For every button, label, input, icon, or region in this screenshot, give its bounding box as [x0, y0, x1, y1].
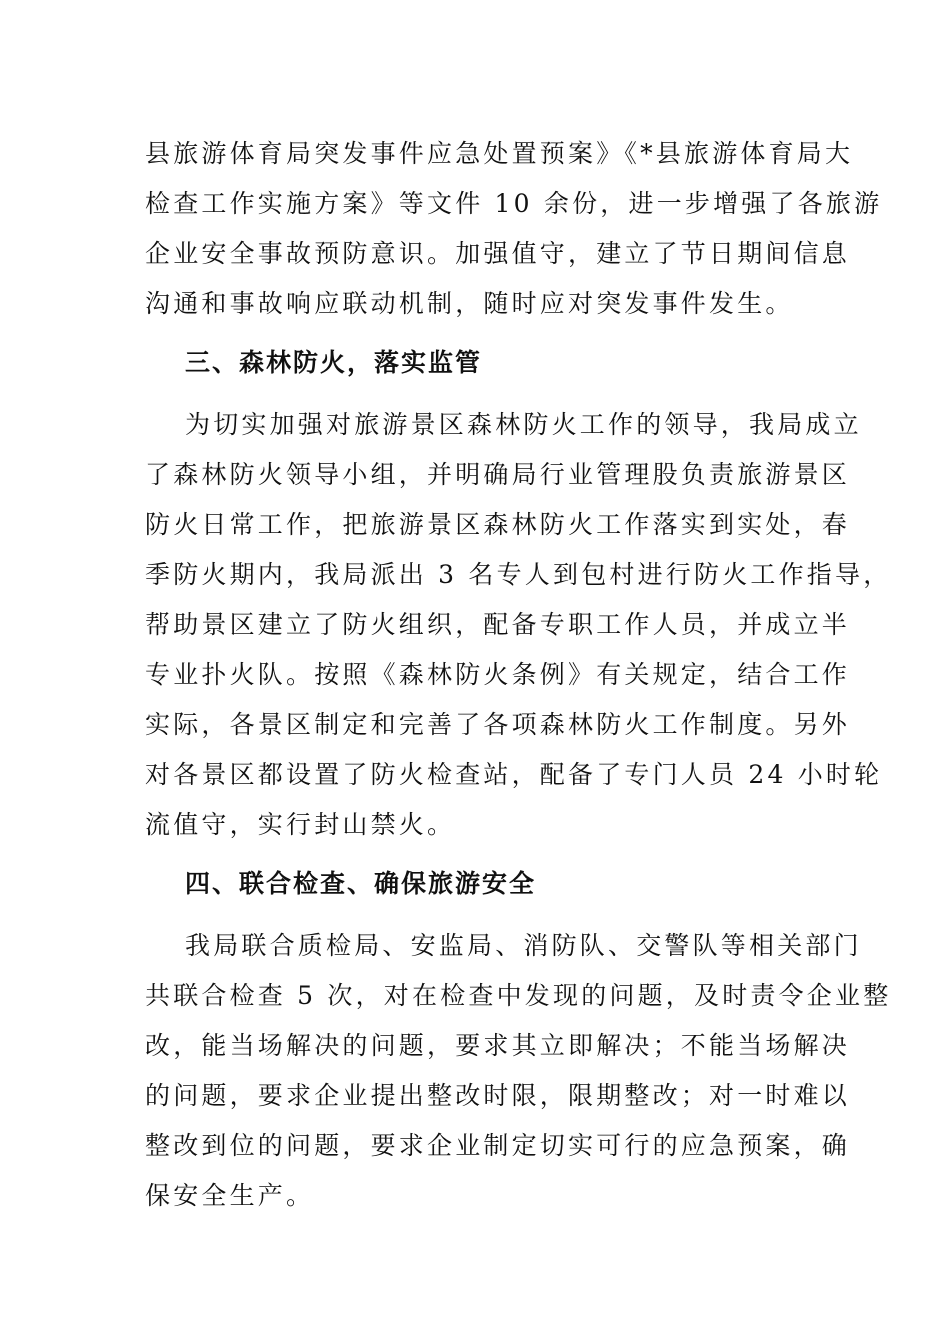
- paragraph-2-line-9: 流值守，实行封山禁火。: [145, 810, 456, 839]
- paragraph-2-line-1: 为切实加强对旅游景区森林防火工作的领导，我局成立: [185, 410, 862, 439]
- paragraph-3-line-1: 我局联合质检局、安监局、消防队、交警队等相关部门: [185, 931, 862, 960]
- paragraph-1-line-3: 企业安全事故预防意识。加强值守，建立了节日期间信息: [145, 239, 851, 268]
- paragraph-3-line-5: 整改到位的问题，要求企业制定切实可行的应急预案，确: [145, 1131, 851, 1160]
- paragraph-1-line-1: 县旅游体育局突发事件应急处置预案》《*县旅游体育局大: [145, 139, 854, 168]
- paragraph-2-line-2: 了森林防火领导小组，并明确局行业管理股负责旅游景区: [145, 460, 851, 489]
- paragraph-3-line-3: 改，能当场解决的问题，要求其立即解决；不能当场解决: [145, 1031, 851, 1060]
- paragraph-2-line-5: 帮助景区建立了防火组织，配备专职工作人员，并成立半: [145, 610, 851, 639]
- paragraph-2-line-7: 实际，各景区制定和完善了各项森林防火工作制度。另外: [145, 710, 851, 739]
- paragraph-3-line-2: 共联合检查 5 次，对在检查中发现的问题，及时责令企业整: [145, 981, 892, 1010]
- paragraph-3-line-6: 保安全生产。: [145, 1181, 315, 1210]
- section-heading-3: 三、森林防火，落实监管: [185, 348, 483, 377]
- paragraph-1-line-4: 沟通和事故响应联动机制，随时应对突发事件发生。: [145, 289, 794, 318]
- paragraph-1-line-2: 检查工作实施方案》等文件 10 余份，进一步增强了各旅游: [145, 189, 883, 218]
- paragraph-2-line-4: 季防火期内，我局派出 3 名专人到包村进行防火工作指导，: [145, 560, 892, 589]
- paragraph-2-line-3: 防火日常工作，把旅游景区森林防火工作落实到实处，春: [145, 510, 851, 539]
- paragraph-3-line-4: 的问题，要求企业提出整改时限，限期整改；对一时难以: [145, 1081, 851, 1110]
- paragraph-2-line-8: 对各景区都设置了防火检查站，配备了专门人员 24 小时轮: [145, 760, 883, 789]
- section-heading-4: 四、联合检查、确保旅游安全: [185, 869, 537, 898]
- paragraph-2-line-6: 专业扑火队。按照《森林防火条例》有关规定，结合工作: [145, 660, 851, 689]
